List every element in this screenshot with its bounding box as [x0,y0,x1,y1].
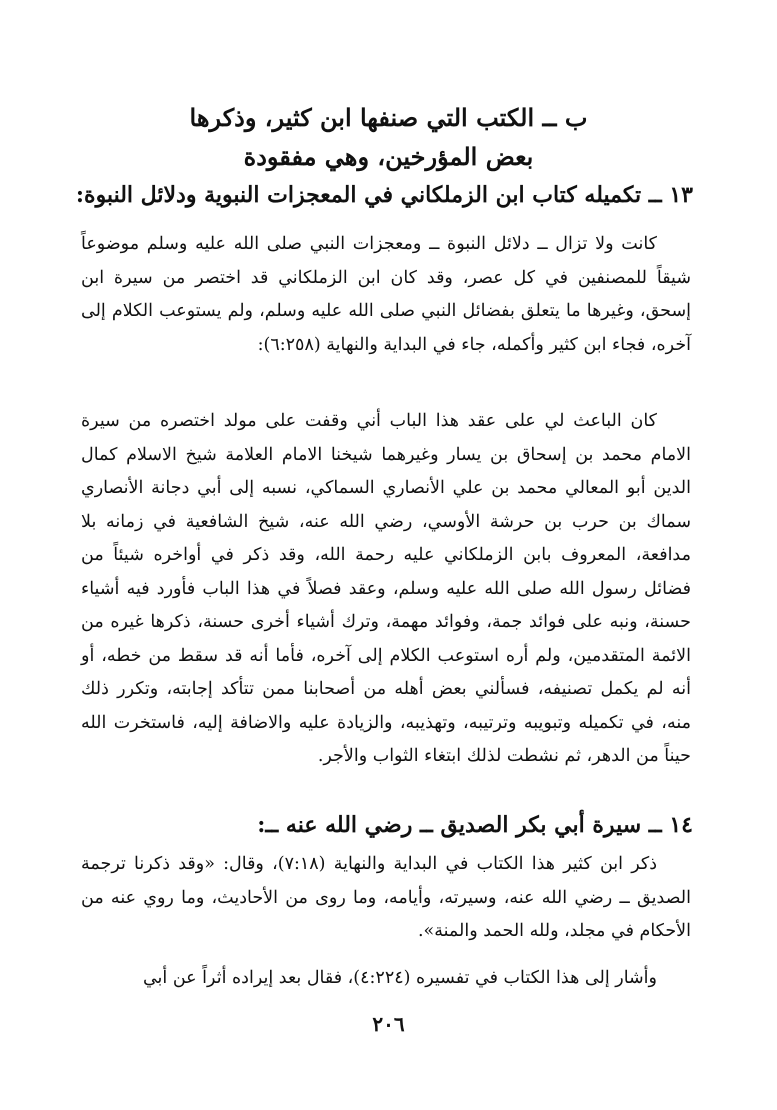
entry-13-heading: ١٣ ــ تكميله كتاب ابن الزملكاني في المعجزات النبوية ودلائل النبوة: [75,182,693,208]
entry-14-paragraph-2 [81,962,691,996]
entry-14-paragraph-2-text: وأشار إلى هذا الكتاب في تفسيره (٤:٢٢٤)، فقال بعد إيراده أثراً عن أبي [142,968,657,988]
entry-14-heading: ١٤ ــ سيرة أبي بكر الصديق ــ رضي الله عنه ــ: [257,812,693,838]
section-title-line-1: ب ــ الكتب التي صنفها ابن كثير، وذكرها [189,103,588,132]
entry-13-paragraph-2-text: كان الباعث لي على عقد هذا الباب أني وقفت على مولد اختصره من سيرة الامام محمد بن إسحاق بن يسار وغيرهما شيخنا الامام العلامة شيخ الاسلام كمال الدين أبو المعالي محمد بن علي الأنصاري السماكي، نسبه إلى أبي دجانة الأنصاري سماك بن حرب بن حرشة الأوسي، رضي الله عنه، شيخ الشافعية في زمانه بلا مدافعة، المعروف بابن الزملكاني عليه رحمة الله، وقد ذكر في أواخره شيئاً من فضائل رسول الله صلى الله عليه وسلم، وعقد فصلاً في هذا الباب فأورد فيه أشياء حسنة، ونبه على فوائد جمة، وفوائد مهمة، وترك أشياء أخرى حسنة، ذكرها غيره من الائمة المتقدمين، ولم أره استوعب الكلام إلى آخره، فأما أنه قد سقط من خطه، أو أنه لم يكمل تصنيفه، فسألني بعض أهله من أصحابنا ممن تتأكد إجابته، وتكرر ذلك منه، في تكميله وتبويبه وترتيبه، وتهذيبه، والزيادة عليه والاضافة إليه، فاستخرت الله حيناً من الدهر، ثم نشطت لذلك ابتغاء الثواب والأجر. [81,411,691,766]
entry-13-paragraph-1-text: كانت ولا تزال ــ دلائل النبوة ــ ومعجزات النبي صلى الله عليه وسلم موضوعاً شيقاً للمصنفين في كل عصر، وقد كان ابن الزملكاني قد اختصر من سيرة ابن إسحق، وغيرها ما يتعلق بفضائل النبي صلى الله عليه وسلم، ولم يستوعب الكلام إلى آخره، فجاء ابن كثير وأكمله، جاء في البداية والنهاية (٦:٢٥٨): [81,234,691,355]
section-title-line-2: بعض المؤرخين، وهي مفقودة [243,142,534,171]
entry-14-paragraph-1 [81,848,691,949]
entry-14-paragraph-1-text: ذكر ابن كثير هذا الكتاب في البداية والنهاية (٧:١٨)، وقال: «وقد ذكرنا ترجمة الصديق ــ رضي الله عنه، وسيرته، وأيامه، وما روى من الأحاديث، وما روي عنه من الأحكام في مجلد، ولله الحمد والمنة». [81,854,691,941]
entry-13-paragraph-2 [81,405,691,774]
page-number: ٢٠٦ [372,1012,405,1036]
entry-13-paragraph-1 [81,228,691,362]
